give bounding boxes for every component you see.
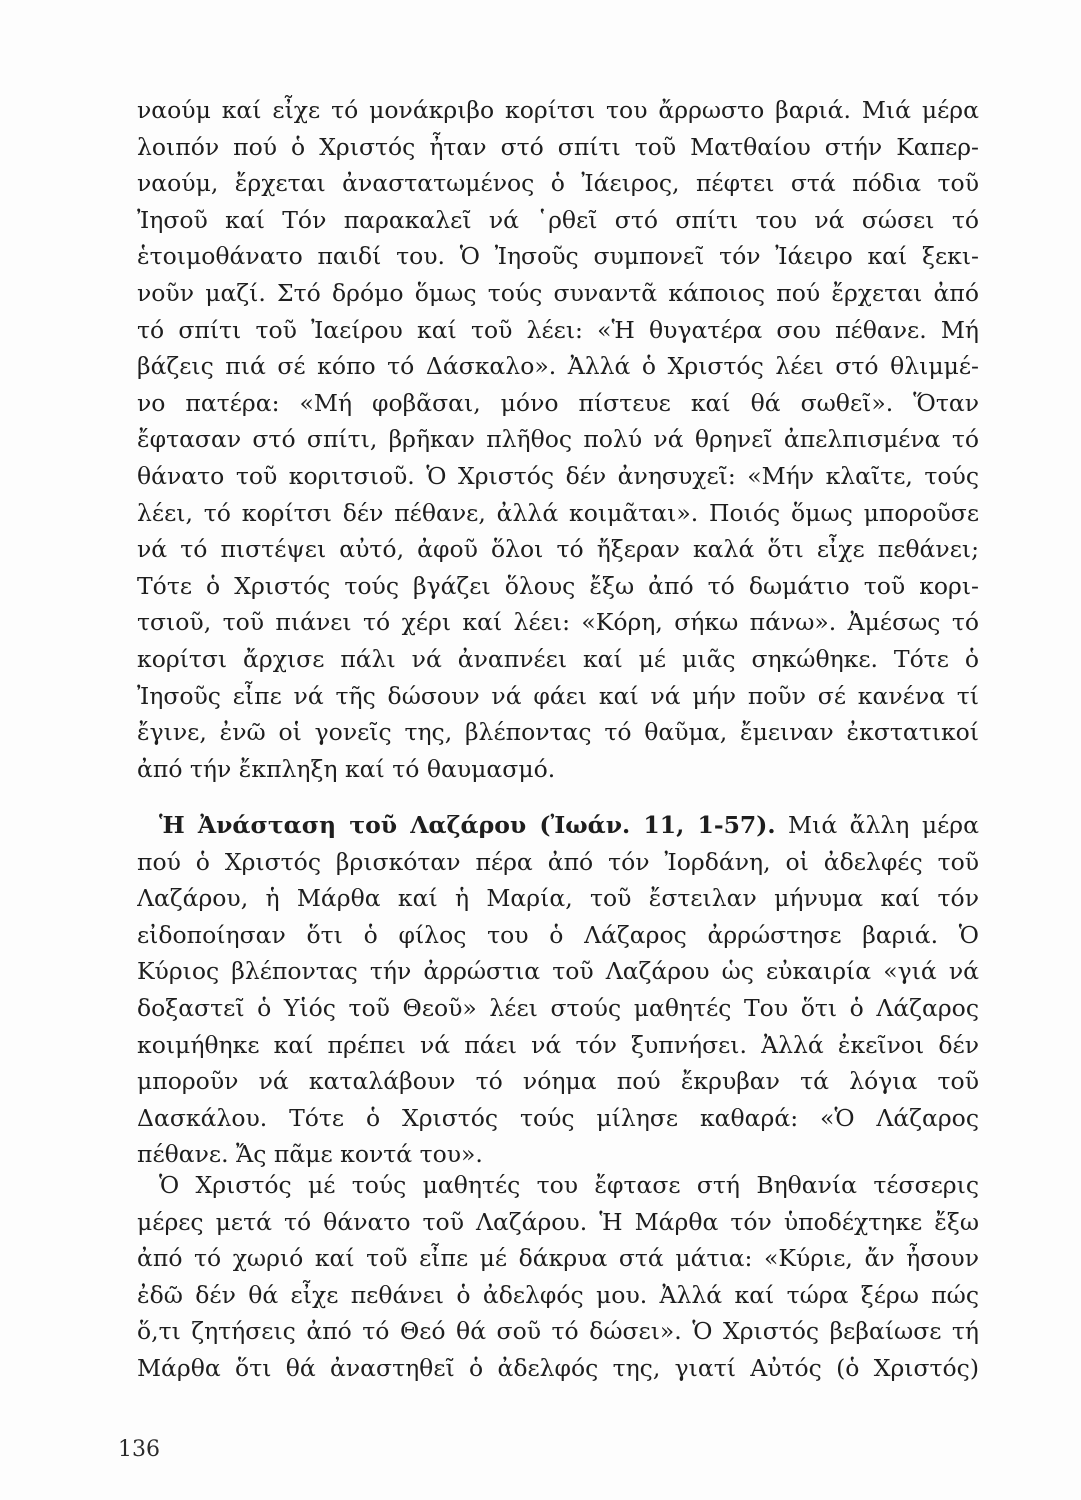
text-line: ἀπό τό χωριό καί τοῦ εἶπε μέ δάκρυα στά μάτια: «Κύριε, ἄν ἦσουν: [137, 1244, 979, 1273]
text-line: εἰδοποίησαν ὅτι ὁ φίλος του ὁ Λάζαρος ἀρρώστησε βαριά. Ὁ: [137, 920, 979, 949]
text-line: μποροῦν νά καταλάβουν τό νόημα πού ἔκρυβαν τά λόγια τοῦ: [137, 1067, 979, 1096]
text-line: λοιπόν πού ὁ Χριστός ἦταν στό σπίτι τοῦ Ματθαίου στήν Καπερ-: [137, 132, 979, 161]
text-line: νο πατέρα: «Μή φοβᾶσαι, μόνο πίστευε καί θά σωθεῖ». Ὅταν: [137, 388, 979, 417]
paragraph-jairus-daughter: [137, 92, 979, 787]
text-line: ὅ,τι ζητήσεις ἀπό τό Θεό θά σοῦ τό δώσει». Ὁ Χριστός βεβαίωσε τή: [137, 1317, 979, 1346]
text-line: ἔγινε, ἐνῶ οἱ γονεῖς της, βλέποντας τό θαῦμα, ἔμειναν ἐκστατικοί: [137, 718, 979, 747]
text-line: τό σπίτι τοῦ Ἰαείρου καί τοῦ λέει: «Ἡ θυγατέρα σου πέθανε. Μή: [137, 315, 979, 344]
text-line: πέθανε. Ἄς πᾶμε κοντά του».: [137, 1140, 483, 1169]
text-line: ἔφτασαν στό σπίτι, βρῆκαν πλῆθος πολύ νά θρηνεῖ ἀπελπισμένα τό: [137, 425, 979, 454]
page-number: 136: [118, 1437, 160, 1462]
text-line: ἀπό τήν ἔκπληξη καί τό θαυμασμό.: [137, 754, 556, 783]
heading-line-continuation: Μιά ἄλλη μέρα: [775, 811, 979, 839]
text-line: Ἰησοῦ καί Τόν παρακαλεῖ νά ῾ρθεῖ στό σπίτι του νά σώσει τό: [137, 205, 979, 234]
paragraph-lazarus: [137, 807, 979, 1173]
text-line: θάνατο τοῦ κοριτσιοῦ. Ὁ Χριστός δέν ἀνησυχεῖ: «Μήν κλαῖτε, τούς: [137, 461, 979, 490]
text-line: Ὁ Χριστός μέ τούς μαθητές του ἔφτασε στή Βηθανία τέσσερις: [159, 1171, 979, 1199]
text-line: κορίτσι ἄρχισε πάλι νά ἀναπνέει καί μέ μιᾶς σηκώθηκε. Τότε ὁ: [137, 644, 979, 673]
text-line: νοῦν μαζί. Στό δρόμο ὅμως τούς συναντᾶ κάποιος πού ἔρχεται ἀπό: [137, 278, 979, 307]
text-line: Ἰησοῦς εἶπε νά τῆς δώσουν νά φάει καί νά μήν ποῦν σέ κανένα τί: [137, 681, 979, 710]
text-line: Μάρθα ὅτι θά ἀναστηθεῖ ὁ ἀδελφός της, γιατί Αὐτός (ὁ Χριστός): [137, 1353, 979, 1382]
text-line: Κύριος βλέποντας τήν ἀρρώστια τοῦ Λαζάρου ὡς εὐκαιρία «γιά νά: [137, 957, 979, 986]
text-line: ἑτοιμοθάνατο παιδί του. Ὁ Ἰησοῦς συμπονεῖ τόν Ἰάειρο καί ξεκι-: [137, 242, 979, 271]
text-line: νά τό πιστέψει αὐτό, ἀφοῦ ὅλοι τό ἤξεραν καλά ὅτι εἶχε πεθάνει;: [137, 535, 979, 564]
text-line: ἐδῶ δέν θά εἶχε πεθάνει ὁ ἀδελφός μου. Ἀλλά καί τώρα ξέρω πώς: [137, 1280, 979, 1309]
text-line: τσιοῦ, τοῦ πιάνει τό χέρι καί λέει: «Κόρη, σήκω πάνω». Ἀμέσως τό: [137, 608, 979, 637]
text-line: Τότε ὁ Χριστός τούς βγάζει ὅλους ἔξω ἀπό τό δωμάτιο τοῦ κορι-: [137, 571, 979, 600]
text-line: Λαζάρου, ἡ Μάρθα καί ἡ Μαρία, τοῦ ἔστειλαν μήνυμα καί τόν: [137, 884, 979, 913]
text-line: δοξαστεῖ ὁ Υἱός τοῦ Θεοῦ» λέει στούς μαθητές Του ὅτι ὁ Λάζαρος: [137, 993, 979, 1022]
text-line: λέει, τό κορίτσι δέν πέθανε, ἀλλά κοιμᾶται». Ποιός ὅμως μποροῦσε: [137, 498, 979, 527]
text-line: ναούμ καί εἶχε τό μονάκριβο κορίτσι του ἄρρωστο βαριά. Μιά μέρα: [137, 96, 979, 124]
text-line: πού ὁ Χριστός βρισκόταν πέρα ἀπό τόν Ἰορδάνη, οἱ ἀδελφές τοῦ: [137, 847, 979, 876]
text-line: κοιμήθηκε καί πρέπει νά πάει νά τόν ξυπνήσει. Ἀλλά ἐκεῖνοι δέν: [137, 1030, 979, 1059]
text-line: ναούμ, ἔρχεται ἀναστατωμένος ὁ Ἰάειρος, πέφτει στά πόδια τοῦ: [137, 169, 979, 198]
section-heading: Ἡ Ἀνάσταση τοῦ Λαζάρου (Ἰωάν. 11, 1-57).: [159, 811, 776, 839]
text-line: Δασκάλου. Τότε ὁ Χριστός τούς μίλησε καθαρά: «Ὁ Λάζαρος: [137, 1103, 979, 1132]
paragraph-bethany: [137, 1167, 979, 1387]
text-line: μέρες μετά τό θάνατο τοῦ Λαζάρου. Ἡ Μάρθα τόν ὑποδέχτηκε ἔξω: [137, 1207, 979, 1236]
section-heading-line: [137, 807, 979, 844]
text-line: βάζεις πιά σέ κόπο τό Δάσκαλο». Ἀλλά ὁ Χριστός λέει στό θλιμμέ-: [137, 352, 979, 381]
